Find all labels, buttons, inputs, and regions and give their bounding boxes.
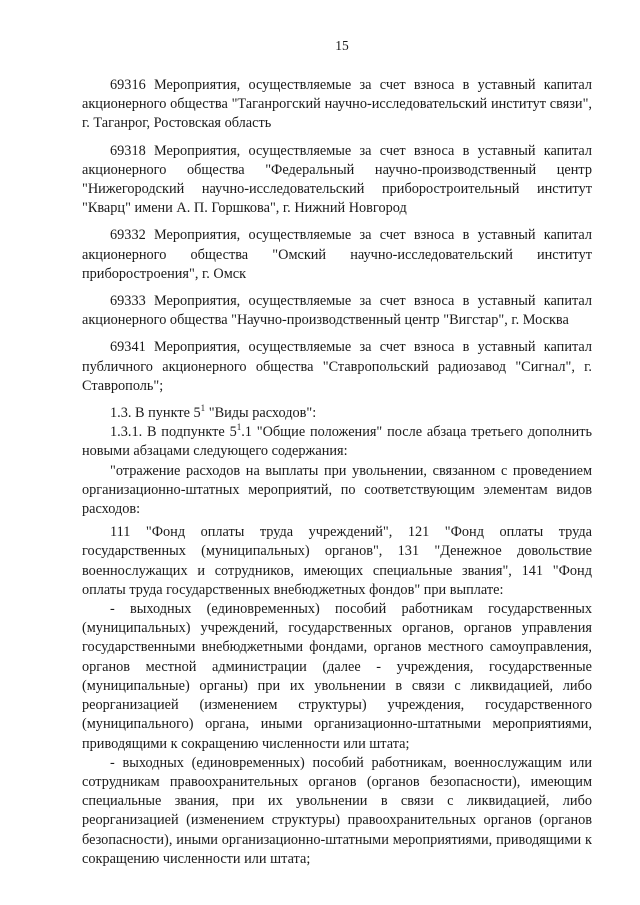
page-number: 15 [335,38,349,53]
item-1-3-text-before: 1.3. В пункте 5 [110,405,201,422]
paragraph-bullet-2: - выходных (единовременных) пособий работникам, военнослужащим или сотрудникам правоохранительных органов (органов безопасности), имеющим специальные звания, при их увольнении в связи с ликвидацией, либо реорганизацией (изменением структуры) правоохранительных органов (органов безопасности), иными организационно-штатными мероприятиями, приводящими к сокращению численности или штата; [82,754,592,867]
paragraph-expense-codes: 111 "Фонд оплаты труда учреждений", 121 "Фонд оплаты труда государственных (муниципальных) органов", 131 "Денежное довольствие военнослужащих и сотрудников, имеющих специальные звания", 141 "Фонд оплаты труда государственных внебюджетных фондов" при выплате: [82,524,592,598]
item-1-3-1-text-after: .1 "Общие положения" после абзаца третьего дополнить новыми абзацами следующего содержания: [82,424,592,460]
item-1-3-text-after: "Виды расходов": [205,405,317,422]
item-1-3-1-superscript: 1 [236,422,242,433]
item-1-3 [82,404,592,423]
entry-69333: 69333 Мероприятия, осуществляемые за счет взноса в уставный капитал акционерного общества "Научно-производственный центр "Вигстар", г. Москва [82,293,592,329]
entry-69316: 69316 Мероприятия, осуществляемые за счет взноса в уставный капитал акционерного общества "Таганрогский научно-исследовательский институт связи", г. Таганрог, Ростовская область [82,77,592,132]
entry-69332: 69332 Мероприятия, осуществляемые за счет взноса в уставный капитал акционерного общества "Омский научно-исследовательский институт приборостроения", г. Омск [82,227,592,282]
entry-69318: 69318 Мероприятия, осуществляемые за счет взноса в уставный капитал акционерного общества "Федеральный научно-производственный центр "Нижегородский научно-исследовательский приборостроительный институт "Кварц" имени А. П. Горшкова", г. Нижний Новгород [82,142,592,217]
paragraph-intro: "отражение расходов на выплаты при увольнении, связанном с проведением организационно-штатных мероприятий, по соответствующим элементам видов расходов: [82,462,592,518]
item-1-3-1-text-before: 1.3.1. В подпункте 5 [110,424,237,441]
entry-69341: 69341 Мероприятия, осуществляемые за счет взноса в уставный капитал публичного акционерного общества "Ставропольский радиозавод "Сигнал", г. Ставрополь"; [82,339,592,394]
paragraph-bullet-1: - выходных (единовременных) пособий работникам государственных (муниципальных) учреждений, государственных органов, органов управления государственными внебюджетными фондами, органов местного самоуправления, органов местной администрации (далее - учреждения, государственные (муниципальные) органы) при их увольнении в связи с ликвидацией, либо реорганизацией (изменением структуры) учреждения, государственного (муниципального) органа, иными организационно-штатными мероприятиями, приводящими к сокращению численности или штата; [82,601,592,752]
item-1-3-superscript: 1 [200,403,206,414]
item-1-3-1 [82,423,592,461]
